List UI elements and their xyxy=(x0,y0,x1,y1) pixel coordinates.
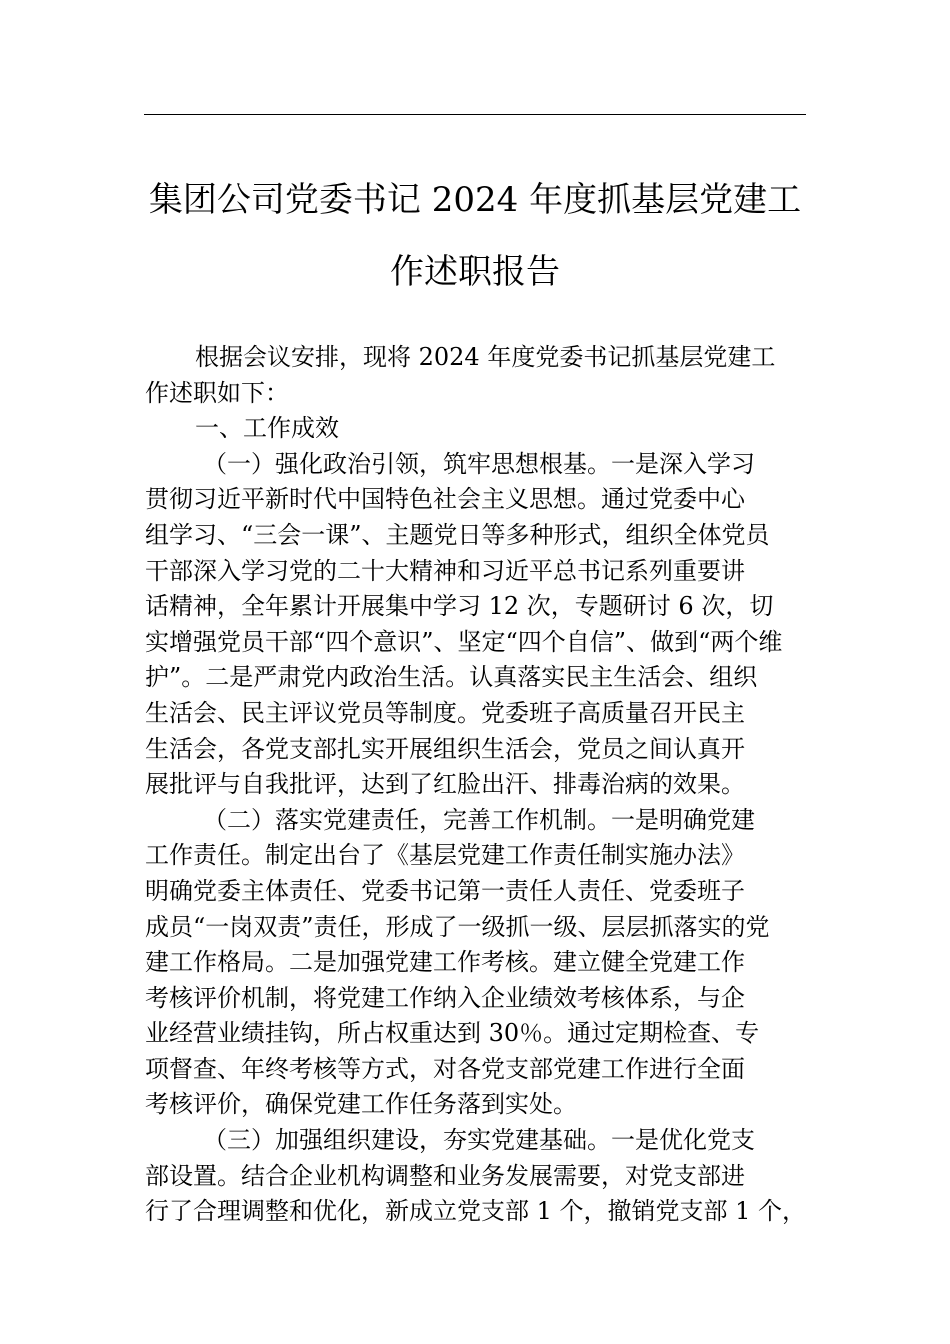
subsection-heading: （二）落实党建责任，完善工作机制。一是明确党建 xyxy=(203,805,755,834)
document-title-line-1: 集团公司党委书记 2024 年度抓基层党建工 xyxy=(148,180,802,220)
body-line: 实增强党员干部“四个意识”、坚定“四个自信”、做到“两个维 xyxy=(145,627,783,656)
document-body xyxy=(145,340,807,1230)
body-line: 作述职如下： xyxy=(145,378,289,407)
document-title-line-2: 作述职报告 xyxy=(390,252,560,292)
body-line: 护”。二是严肃党内政治生活。认真落实民主生活会、组织 xyxy=(145,663,758,692)
body-line: 考核评价，确保党建工作任务落到实处。 xyxy=(145,1090,577,1119)
body-line: 考核评价机制，将党建工作纳入企业绩效考核体系，与企 xyxy=(145,983,745,1012)
subsection-heading: （一）强化政治引领，筑牢思想根基。一是深入学习 xyxy=(203,449,755,478)
body-line: 业经营业绩挂钩，所占权重达到 30％。通过定期检查、专 xyxy=(145,1019,760,1048)
header-rule xyxy=(144,114,806,115)
body-line: 成员“一岗双责”责任，形成了一级抓一级、层层抓落实的党 xyxy=(145,912,770,941)
body-line: 行了合理调整和优化，新成立党支部 1 个，撤销党支部 1 个， xyxy=(145,1197,807,1226)
body-line: 展批评与自我批评，达到了红脸出汗、排毒治病的效果。 xyxy=(145,770,745,799)
body-line: 工作责任。制定出台了《基层党建工作责任制实施办法》 xyxy=(145,841,745,870)
section-heading: 一、工作成效 xyxy=(195,414,339,443)
body-line: 根据会议安排，现将 2024 年度党委书记抓基层党建工 xyxy=(195,343,776,371)
subsection-heading: （三）加强组织建设，夯实党建基础。一是优化党支 xyxy=(203,1126,755,1155)
body-line: 话精神，全年累计开展集中学习 12 次，专题研讨 6 次，切 xyxy=(145,592,774,621)
body-line: 生活会，各党支部扎实开展组织生活会，党员之间认真开 xyxy=(145,734,745,763)
body-line: 项督查、年终考核等方式，对各党支部党建工作进行全面 xyxy=(145,1054,745,1083)
body-line: 干部深入学习党的二十大精神和习近平总书记系列重要讲 xyxy=(145,556,745,585)
body-line: 组学习、“三会一课”、主题党日等多种形式，组织全体党员 xyxy=(145,520,770,549)
body-line: 贯彻习近平新时代中国特色社会主义思想。通过党委中心 xyxy=(145,485,745,514)
body-line: 部设置。结合企业机构调整和业务发展需要，对党支部进 xyxy=(145,1161,745,1190)
body-line: 建工作格局。二是加强党建工作考核。建立健全党建工作 xyxy=(145,948,745,977)
body-line: 生活会、民主评议党员等制度。党委班子高质量召开民主 xyxy=(145,698,745,727)
body-line: 明确党委主体责任、党委书记第一责任人责任、党委班子 xyxy=(145,876,745,905)
